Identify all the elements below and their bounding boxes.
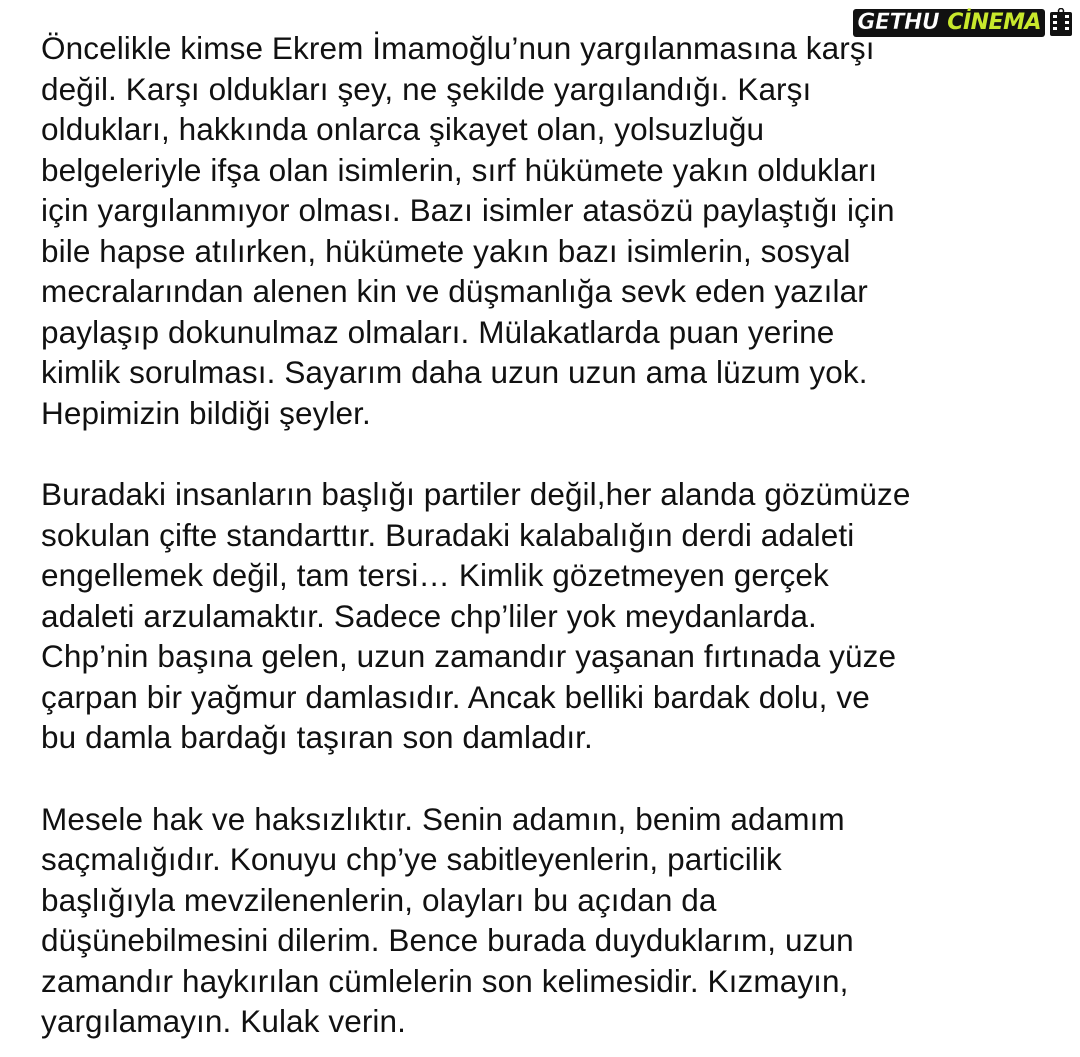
paragraph-spacer <box>41 758 1051 799</box>
paragraph-2 <box>41 474 1051 758</box>
text-line: Öncelikle kimse Ekrem İmamoğlu’nun yargılanmasına karşı <box>41 30 875 66</box>
text-line: değil. Karşı oldukları şey, ne şekilde yargılandığı. Karşı <box>41 70 812 107</box>
text-line: Mesele hak ve haksızlıktır. Senin adamın, benim adamım <box>41 800 845 837</box>
text-line: Chp’nin başına gelen, uzun zamandır yaşanan fırtınada yüze <box>41 638 897 674</box>
paragraph-spacer <box>41 433 1051 474</box>
text-line: için yargılanmıyor olması. Bazı isimler atasözü paylaştığı için <box>41 192 895 228</box>
text-line: yargılamayın. Kulak verin. <box>41 1003 407 1039</box>
text-line: mecralarından alenen kin ve düşmanlığa sevk eden yazılar <box>41 273 868 309</box>
text-line: bile hapse atılırken, hükümete yakın bazı isimlerin, sosyal <box>41 232 851 269</box>
note-body <box>41 28 1051 1042</box>
text-line: düşünebilmesini dilerim. Bence burada duyduklarım, uzun <box>41 922 854 958</box>
text-line: Buradaki insanların başlığı partiler değil,her alanda gözümüze <box>41 476 911 512</box>
text-line: belgeleriyle ifşa olan isimlerin, sırf hükümete yakın oldukları <box>41 151 878 188</box>
watermark-brand-part1: GETHU <box>853 9 943 37</box>
text-line: oldukları, hakkında onlarca şikayet olan, yolsuzluğu <box>41 111 765 147</box>
film-camera-icon <box>1048 8 1074 38</box>
text-line: engellemek değil, tam tersi… Kimlik gözetmeyen gerçek <box>41 557 829 593</box>
watermark-brand-part2: CİNEMA <box>943 9 1045 37</box>
text-line: kimlik sorulması. Sayarım daha uzun uzun ama lüzum yok. <box>41 354 868 390</box>
text-line: sokulan çifte standarttır. Buradaki kalabalığın derdi adaleti <box>41 516 855 553</box>
paragraph-1 <box>41 28 1051 433</box>
text-line: zamandır haykırılan cümlelerin son kelimesidir. Kızmayın, <box>41 962 849 999</box>
text-line: bu damla bardağı taşıran son damladır. <box>41 719 593 755</box>
text-line: çarpan bir yağmur damlasıdır. Ancak belliki bardak dolu, ve <box>41 678 870 715</box>
text-line: Hepimizin bildiği şeyler. <box>41 394 371 431</box>
paragraph-3 <box>41 799 1051 1042</box>
text-line: paylaşıp dokunulmaz olmaları. Mülakatlarda puan yerine <box>41 313 835 350</box>
text-line: başlığıyla mevzilenenlerin, olayları bu açıdan da <box>41 881 717 918</box>
text-line: adaleti arzulamaktır. Sadece chp’liler yok meydanlarda. <box>41 597 817 634</box>
text-line: saçmalığıdır. Konuyu chp’ye sabitleyenlerin, particilik <box>41 841 782 877</box>
